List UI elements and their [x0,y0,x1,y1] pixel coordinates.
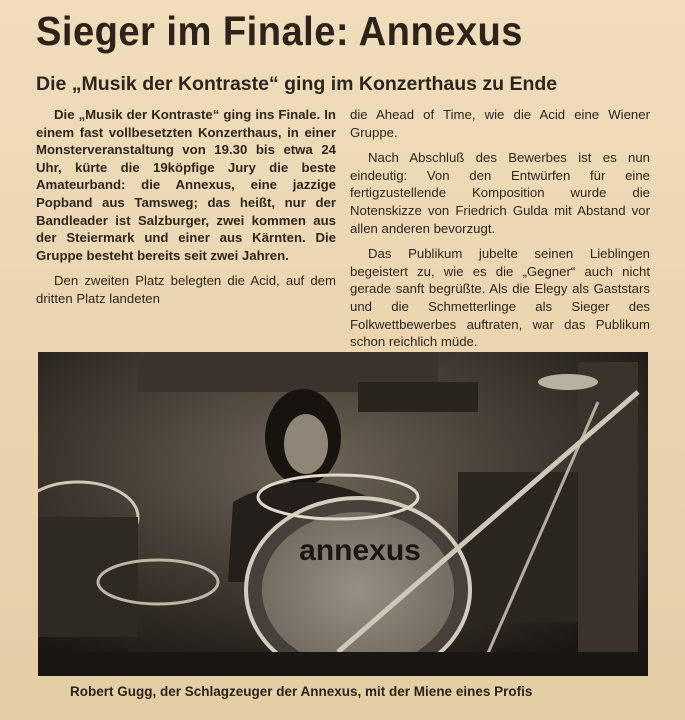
drum-logo: annexus [299,534,421,567]
drummer-photo-illustration [38,352,648,676]
article-column-right [350,106,650,359]
subheadline: Die „Musik der Kontraste“ ging im Konzerthaus zu Ende [36,73,558,95]
photo-caption: Robert Gugg, der Schlagzeuger der Annexus, mit der Miene eines Profis [70,684,533,699]
drummer-photo [38,352,648,676]
headline: Sieger im Finale: Annexus [36,8,523,54]
article-column-left [36,106,336,316]
article-paragraph: Die „Musik der Kontraste“ ging ins Finale. In einem fast vollbesetzten Konzerthaus, in einer Monsterveranstaltung von 19.30 bis etwa 24 Uhr, kürte die 19köpfige Jury die beste Amateurband: die Annexus, eine jazzige Popband aus Tamsweg; das heißt, nur der Bandleader ist Salzburger, zwei kommen aus der Steiermark und einer aus Kärnten. Die Gruppe besteht bereits seit zwei Jahren. [36,107,336,263]
article-paragraph: Den zweiten Platz belegten die Acid, auf dem dritten Platz landeten [36,273,336,306]
article-paragraph: die Ahead of Time, wie die Acid eine Wiener Gruppe. [350,107,650,140]
article-paragraph: Das Publikum jubelte seinen Lieblingen begeistert zu, wie es die „Gegner“ auch nicht gerade sanft begrüßte. Als die Elegy als Gaststars und die Schmetterlinge als Sieger des Folkwettbewerbes auftraten, war das Publikum schon reichlich müde. [350,246,650,350]
article-paragraph: Nach Abschluß des Bewerbes ist es nun eindeutig: Von den Entwürfen für eine fertigzustellende Komposition wurde die Notenskizze von Friedrich Gulda mit Abstand vor allen anderen bevorzugt. [350,150,650,236]
